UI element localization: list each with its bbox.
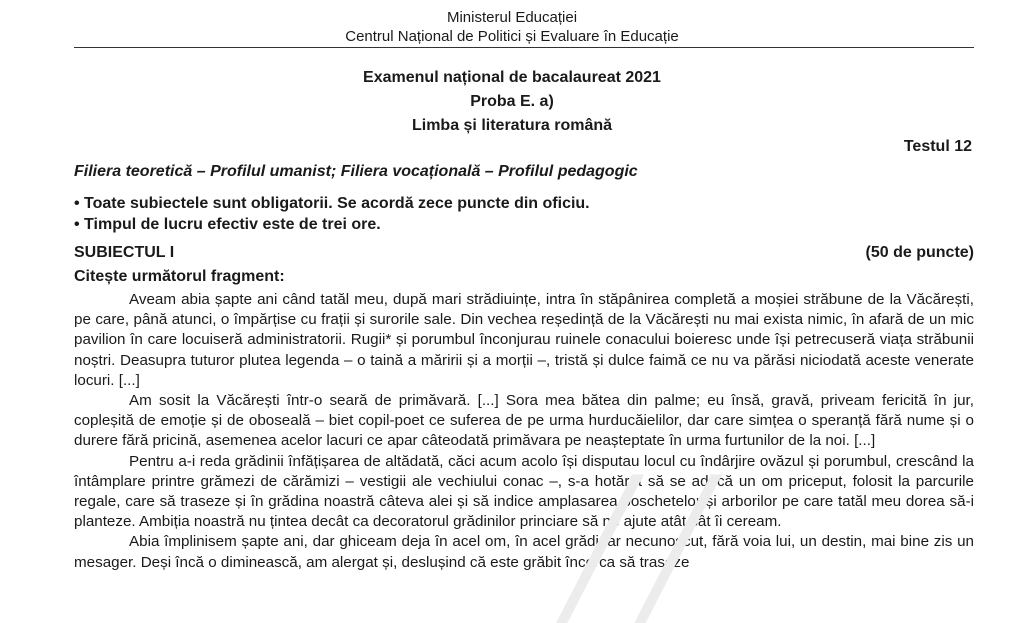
- section-points: (50 de puncte): [865, 244, 974, 261]
- exam-title-block: [0, 66, 1024, 138]
- fragment-paragraph: Aveam abia șapte ani când tatăl meu, după mari strădiuințe, intra în stăpânirea completă a moșiei străbune de la Văcărești, pe care, până atunci, o împărțise cu frații și surorile sale. Din vechea reședință de la Văcărești nu mai exista nimic, în afară de un mic pavilion în care locuiseră administratorii. Rugii* și porumbul înconjurau ruinele conacului boieresc unde își petrecuseră viața străbunii noștri. Deasupra tuturor plutea legenda – o taină a măririi și a morții –, tristă și dulce faimă ce nu va părăsi niciodată aceste venerate locuri. [...]: [74, 291, 974, 389]
- fragment-paragraph: Pentru a-i reda grădinii înfățișarea de altădată, căci acum acolo își disputau locul cu îndârjire ovăzul și porumbul, crescând la întâmplare printre grămezi de cărămizi – vestigii ale vechiului conac –, s-a hotărât să se aducă un om priceput, folosit la parcurile regale, care să traseze și în grădina noastră câteva alei și să indice amplasarea boschetelor și arborilor pe care tatăl meu dorea să-i planteze. Ambiția noastră nu țintea decât ca decoratorul grădinilor princiare să ne ajute atât cât îi ceream.: [74, 452, 974, 531]
- ministry-name: Ministerul Educației: [446, 9, 578, 26]
- watermark: ╱╱: [560, 477, 717, 623]
- header-divider: [74, 47, 974, 48]
- exam-subject: Limba și literatura română: [411, 117, 613, 134]
- page-header: [0, 0, 1024, 46]
- filiera-line: Filiera teoretică – Profilul umanist; Filiera vocațională – Profilul pedagogic: [74, 163, 638, 180]
- center-name: Centrul Național de Politici și Evaluare în Educație: [345, 28, 679, 45]
- rule-item: • Toate subiectele sunt obligatorii. Se acordă zece puncte din oficiu.: [74, 195, 590, 212]
- section-instruction: Citește următorul fragment:: [74, 268, 285, 285]
- fragment-paragraph: Am sosit la Văcărești într-o seară de primăvară. [...] Sora mea bătea din palme; eu însă, gravă, priveam fericită în jur, copleșită de emoție și de oboseală – biet copil-poet ce suferea de pe urma hurducăielilor, dar care simțea o speranță fără nume și o durere fără pricină, asemenea acelor lacuri ce apar câteodată primăvara pe neașteptate în urma furtunilor de la noi. [...]: [74, 392, 974, 450]
- test-number: Testul 12: [903, 138, 972, 155]
- section-title: SUBIECTUL I: [74, 244, 175, 261]
- exam-rules: [74, 193, 590, 235]
- rule-item: • Timpul de lucru efectiv este de trei ore.: [74, 216, 381, 233]
- exam-title: Examenul național de bacalaureat 2021: [363, 69, 661, 86]
- fragment-paragraph: Abia împlinisem șapte ani, dar ghiceam deja în acel om, în acel grădinar necunoscut, fără voia lui, un destin, mai bine zis un mesager. Deși încă o diminească, am alergat și, deslușind că este grăbit încerca să traseze: [74, 533, 974, 571]
- section-heading: [74, 244, 974, 262]
- exam-proba: Proba E. a): [470, 93, 554, 110]
- text-fragment: [74, 290, 974, 573]
